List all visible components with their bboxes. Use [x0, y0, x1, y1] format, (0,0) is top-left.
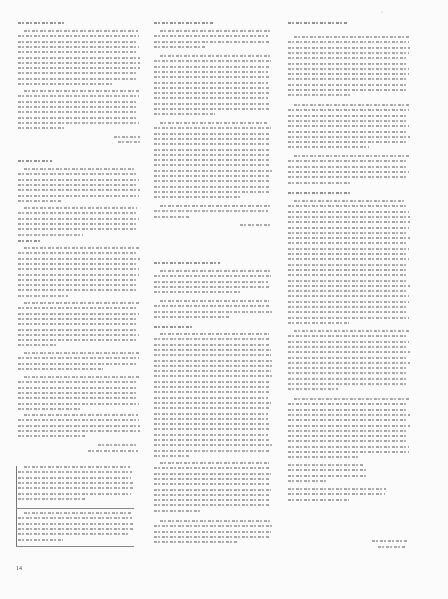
heading-line: [154, 262, 220, 264]
text-line: [294, 155, 409, 157]
text-line: [18, 179, 139, 181]
text-line: [288, 141, 407, 143]
text-line: [288, 264, 406, 266]
text-line: [160, 270, 271, 272]
text-line: [18, 329, 138, 331]
text-line: [18, 471, 132, 473]
text-line: [18, 122, 139, 124]
text-line: [154, 66, 269, 68]
signature-line: [378, 546, 406, 548]
text-line: [154, 360, 272, 362]
text-line: [288, 84, 407, 86]
text-line: [288, 182, 351, 184]
text-line: [288, 480, 326, 482]
text-line: [154, 510, 201, 512]
text-line: [288, 89, 408, 91]
text-line: [288, 248, 409, 250]
text-line: [160, 300, 269, 302]
text-line: [18, 408, 81, 410]
text-line: [288, 216, 410, 218]
text-line: [18, 258, 140, 260]
text-line: [288, 290, 407, 292]
signature-line: [372, 540, 408, 542]
text-line: [154, 170, 272, 172]
text-line: [160, 462, 269, 464]
text-line: [18, 528, 133, 530]
text-line: [288, 446, 409, 448]
text-line: [154, 103, 270, 105]
text-line: [154, 483, 269, 485]
text-line: [288, 357, 406, 359]
text-line: [154, 428, 269, 430]
text-line: [154, 434, 268, 436]
text-line: [154, 450, 269, 452]
text-line: [154, 180, 269, 182]
text-line: [288, 47, 410, 49]
text-line: [18, 106, 138, 108]
text-line: [18, 477, 131, 479]
text-line: [18, 35, 139, 37]
text-line: [18, 425, 140, 427]
text-line: [154, 344, 269, 346]
text-line: [18, 274, 139, 276]
text-line: [18, 195, 139, 197]
text-line: [154, 154, 269, 156]
text-line: [288, 362, 410, 364]
text-line: [18, 212, 136, 214]
text-line: [18, 387, 138, 389]
text-line: [18, 381, 137, 383]
text-line: [154, 391, 270, 393]
text-line: [288, 301, 409, 303]
text-line: [154, 41, 270, 43]
text-line: [288, 57, 407, 59]
text-line: [18, 430, 140, 432]
text-line: [288, 469, 366, 471]
text-line: [18, 268, 139, 270]
heading-line: [288, 192, 352, 194]
text-line: [288, 306, 408, 308]
text-line: [154, 489, 271, 491]
text-line: [288, 211, 409, 213]
text-line: [288, 341, 409, 343]
text-line: [18, 101, 137, 103]
stray-mark: ·: [381, 10, 383, 16]
text-line: [288, 351, 410, 353]
text-line: [18, 307, 137, 309]
box-bottom-rule: [16, 546, 134, 547]
text-line: [294, 200, 406, 202]
text-line: [154, 423, 269, 425]
text-line: [288, 383, 408, 385]
text-line: [154, 216, 190, 218]
text-line: [18, 111, 138, 113]
text-line: [288, 232, 408, 234]
text-line: [18, 67, 140, 69]
text-line: [18, 200, 61, 202]
text-line: [18, 78, 138, 80]
text-line: [288, 367, 408, 369]
text-line: [154, 494, 269, 496]
text-line: [288, 274, 407, 276]
text-line: [154, 311, 272, 313]
text-line: [288, 311, 407, 313]
text-line: [288, 41, 409, 43]
text-line: [288, 63, 407, 65]
signature-line: [118, 141, 140, 143]
text-line: [24, 376, 140, 378]
text-line: [288, 253, 408, 255]
text-line: [18, 279, 137, 281]
text-line: [288, 227, 409, 229]
text-line: [288, 378, 407, 380]
text-line: [18, 189, 140, 191]
text-line: [288, 221, 410, 223]
signature-line: [88, 450, 138, 452]
text-line: [288, 464, 364, 466]
text-line: [18, 533, 130, 535]
text-line: [288, 414, 410, 416]
text-line: [18, 419, 139, 421]
text-line: [288, 242, 408, 244]
text-line: [154, 370, 271, 372]
text-line: [154, 444, 272, 446]
text-line: [154, 281, 268, 283]
text-line: [294, 36, 410, 38]
text-line: [288, 280, 408, 282]
text-line: [18, 523, 134, 525]
text-line: [18, 295, 68, 297]
text-line: [18, 252, 136, 254]
text-line: [288, 493, 385, 495]
text-line: [288, 171, 409, 173]
text-line: [18, 228, 138, 230]
text-line: [288, 335, 407, 337]
text-line: [154, 338, 269, 340]
text-line: [288, 166, 407, 168]
text-line: [18, 482, 134, 484]
text-line: [288, 52, 409, 54]
text-line: [18, 234, 83, 236]
text-line: [288, 475, 368, 477]
signature-line: [98, 444, 138, 446]
text-line: [288, 425, 410, 427]
text-line: [288, 205, 406, 207]
text-line: [288, 78, 408, 80]
text-line: [160, 205, 271, 207]
text-line: [288, 317, 409, 319]
text-line: [154, 291, 242, 293]
text-line: [154, 381, 270, 383]
text-line: [18, 403, 139, 405]
text-line: [154, 407, 270, 409]
text-line: [154, 108, 269, 110]
text-line: [154, 149, 270, 151]
text-line: [288, 125, 409, 127]
text-line: [288, 120, 408, 122]
text-line: [288, 131, 407, 133]
text-line: [154, 143, 270, 145]
text-line: [154, 196, 240, 198]
text-line: [154, 455, 190, 457]
text-line: [154, 365, 272, 367]
text-line: [18, 173, 137, 175]
text-line: [288, 409, 406, 411]
signature-line: [240, 224, 270, 226]
text-line: [288, 73, 409, 75]
text-line: [154, 397, 268, 399]
text-line: [154, 127, 271, 129]
text-line: [288, 109, 409, 111]
text-line: [154, 473, 271, 475]
text-line: [154, 375, 272, 377]
text-line: [24, 302, 139, 304]
text-line: [18, 517, 132, 519]
text-line: [18, 83, 113, 85]
text-line: [154, 186, 270, 188]
text-line: [288, 346, 407, 348]
text-line: [288, 430, 406, 432]
heading-line: [18, 160, 52, 162]
text-line: [18, 41, 137, 43]
text-line: [18, 51, 136, 53]
text-line: [294, 398, 409, 400]
text-line: [288, 136, 410, 138]
text-line: [24, 352, 139, 354]
text-line: [18, 62, 140, 64]
text-line: [154, 525, 272, 527]
text-line: [18, 127, 65, 129]
heading-line: [288, 22, 348, 24]
text-line: [18, 539, 63, 541]
text-line: [154, 439, 270, 441]
text-line: [154, 82, 268, 84]
text-line: [154, 35, 268, 37]
text-line: [288, 115, 407, 117]
text-line: [154, 386, 270, 388]
text-line: [160, 122, 268, 124]
text-line: [18, 289, 137, 291]
text-line: [18, 218, 139, 220]
text-line: [18, 223, 138, 225]
text-line: [18, 184, 137, 186]
text-line: [154, 60, 271, 62]
text-line: [18, 117, 137, 119]
text-line: [154, 46, 205, 48]
text-line: [288, 403, 408, 405]
text-line: [288, 388, 338, 390]
text-line: [160, 333, 269, 335]
text-line: [24, 30, 138, 32]
text-line: [288, 237, 410, 239]
text-line: [18, 313, 139, 315]
text-line: [154, 275, 271, 277]
text-line: [288, 269, 407, 271]
text-line: [288, 440, 407, 442]
text-line: [18, 357, 139, 359]
text-line: [18, 344, 56, 346]
text-line: [288, 285, 410, 287]
signature-line: [114, 136, 140, 138]
text-line: [154, 92, 270, 94]
heading-line: [18, 22, 66, 24]
heading-line: [18, 240, 40, 242]
text-line: [294, 104, 410, 106]
text-line: [24, 207, 137, 209]
text-line: [154, 71, 268, 73]
text-line: [154, 413, 268, 415]
text-line: [154, 541, 238, 543]
text-line: [18, 318, 138, 320]
text-line: [18, 323, 137, 325]
heading-line: [154, 22, 214, 24]
text-line: [154, 478, 270, 480]
text-line: [18, 46, 139, 48]
text-line: [154, 175, 270, 177]
text-line: [154, 97, 268, 99]
text-line: [288, 258, 409, 260]
text-line: [24, 247, 140, 249]
text-line: [288, 94, 352, 96]
text-line: [288, 499, 349, 501]
text-line: [154, 354, 271, 356]
text-line: [18, 72, 137, 74]
text-line: [288, 372, 408, 374]
text-line: [18, 392, 136, 394]
text-line: [154, 191, 269, 193]
text-line: [154, 286, 270, 288]
text-line: [154, 499, 269, 501]
text-line: [24, 168, 136, 170]
text-line: [18, 57, 140, 59]
text-line: [288, 68, 409, 70]
text-line: [288, 456, 359, 458]
text-line: [288, 435, 406, 437]
text-line: [154, 536, 269, 538]
text-line: [18, 284, 137, 286]
text-line: [18, 339, 138, 341]
text-line: [18, 487, 133, 489]
text-line: [18, 363, 137, 365]
text-line: [154, 138, 269, 140]
text-line: [154, 113, 215, 115]
page-number: 14: [16, 566, 22, 572]
text-line: [294, 330, 409, 332]
text-line: [154, 504, 270, 506]
text-line: [160, 55, 271, 57]
text-line: [18, 263, 137, 265]
text-line: [18, 493, 131, 495]
text-line: [154, 164, 269, 166]
text-line: [288, 419, 408, 421]
text-line: [288, 295, 409, 297]
text-line: [18, 334, 139, 336]
text-line: [154, 87, 270, 89]
text-line: [154, 349, 271, 351]
text-line: [154, 159, 269, 161]
text-line: [18, 498, 86, 500]
text-line: [288, 146, 369, 148]
text-line: [160, 30, 271, 32]
text-line: [154, 531, 271, 533]
text-line: [154, 210, 268, 212]
text-line: [154, 467, 269, 469]
text-line: [154, 76, 269, 78]
text-line: [24, 512, 131, 514]
text-line: [154, 402, 271, 404]
text-line: [18, 368, 103, 370]
text-line: [154, 316, 229, 318]
text-line: [288, 488, 386, 490]
text-line: [288, 176, 406, 178]
text-line: [288, 160, 407, 162]
text-line: [24, 414, 138, 416]
text-line: [18, 95, 139, 97]
text-line: [18, 435, 85, 437]
text-line: [288, 451, 409, 453]
text-line: [154, 418, 268, 420]
text-line: [154, 305, 269, 307]
box-left-rule: [16, 466, 17, 546]
text-line: [160, 520, 272, 522]
box-divider: [16, 508, 134, 509]
text-line: [154, 133, 269, 135]
text-line: [18, 397, 137, 399]
text-line: [288, 322, 349, 324]
heading-line: [154, 326, 194, 328]
text-line: [24, 466, 130, 468]
text-line: [24, 90, 139, 92]
